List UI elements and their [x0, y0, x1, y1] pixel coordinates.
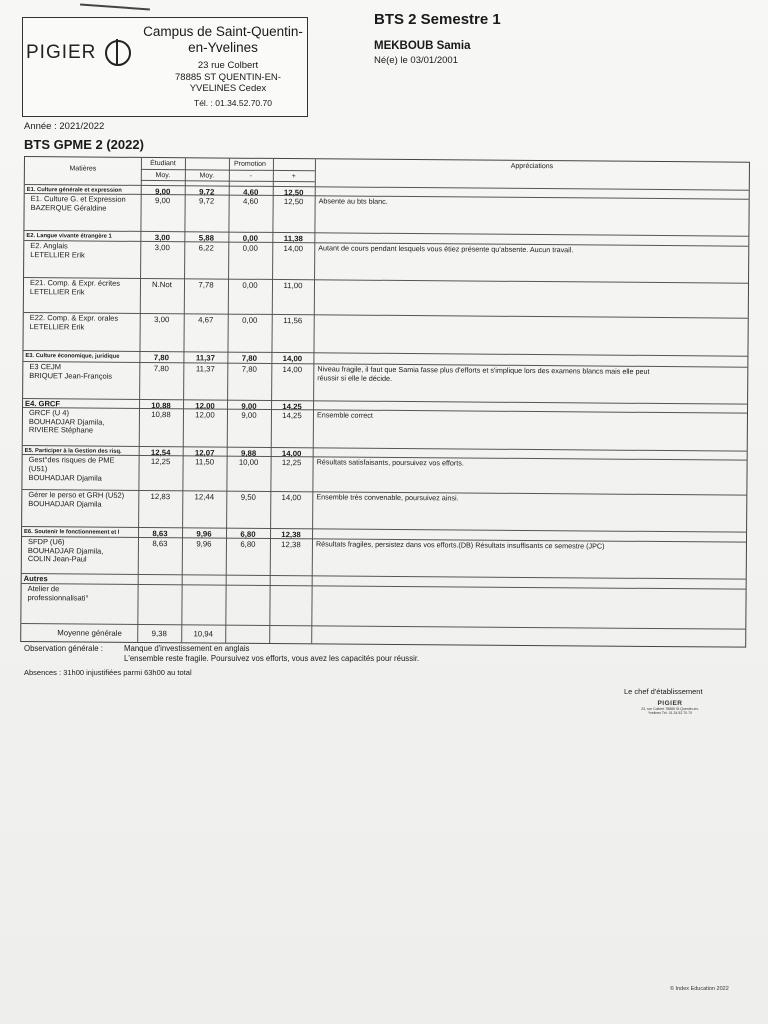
row-divider — [25, 184, 749, 191]
grade-etu: 12,83 — [150, 492, 171, 502]
school-address — [163, 60, 293, 95]
absences-summary: Absences : 31h00 injustifiées parmi 63h00 au total — [24, 668, 192, 677]
grade-max: 12,50 — [283, 188, 304, 198]
semester-title: BTS 2 Semestre 1 — [374, 11, 501, 28]
grade-min: 0,00 — [242, 280, 258, 290]
stamp-name: PIGIER — [657, 700, 683, 707]
grade-min: 6,80 — [240, 539, 256, 549]
header-promotion: Promotion — [233, 160, 266, 168]
teacher-name: BOUHADJAR Djamila, — [27, 546, 104, 556]
appreciation-text: Niveau fragile, il faut que Samia fasse plus d'efforts et s'implique lors des examens blancs mais elle peut — [317, 364, 650, 376]
subject-label: E3 CEJM — [29, 362, 62, 372]
grade-max: 14,00 — [283, 244, 304, 254]
appreciation-text: Résultats fragiles, persistez dans vos efforts.(DB) Résultats insuffisants ce semestre (JPC) — [315, 539, 605, 551]
grade-max: 14,00 — [281, 449, 302, 459]
grade-moy: 9,96 — [196, 529, 212, 539]
grade-min: 9,50 — [240, 492, 256, 502]
observation-line-2: L'ensemble reste fragile. Poursuivez vos efforts, vous avez les capacités pour réussir. — [124, 654, 420, 663]
subject-label: E21. Comp. & Expr. écrites — [29, 278, 121, 288]
grade-moy: 12,07 — [194, 448, 215, 458]
row-divider — [24, 312, 748, 319]
grade-min: 6,80 — [240, 529, 256, 539]
section-label: E5. Participer à la Gestion des risq. — [24, 448, 122, 455]
grade-max: 12,38 — [281, 530, 301, 540]
address-line-1: 23 rue Colbert — [197, 60, 259, 71]
grade-max: 12,38 — [281, 540, 301, 550]
grade-etu: 10,88 — [151, 410, 171, 420]
logo-icon — [105, 40, 131, 66]
paper-crease — [80, 4, 150, 11]
grade-moy: 9,96 — [196, 539, 212, 549]
header-min: - — [249, 172, 253, 180]
subject-label-cont: (U51) — [28, 464, 48, 474]
header-appreciations: Appréciations — [510, 162, 554, 171]
row-divider — [22, 573, 746, 580]
grade-moy: 12,44 — [194, 492, 215, 502]
grade-etu: 3,00 — [154, 243, 170, 253]
observation-label: Observation générale : — [24, 644, 103, 653]
school-stamp — [640, 700, 700, 715]
header-matieres: Matières — [69, 165, 97, 173]
appreciation-text: Autant de cours pendant lesquels vous étiez présente qu'absente. Aucun travail. — [318, 243, 574, 255]
section-label: E2. Langue vivante étrangère 1 — [26, 233, 112, 240]
header-max: + — [291, 173, 296, 181]
teacher-name: BOUHADJAR Djamila, — [28, 417, 105, 427]
class-title: BTS GPME 2 (2022) — [24, 137, 144, 152]
grade-etu: 7,80 — [153, 353, 170, 363]
school-phone: Tél. : 01.34.52.70.70 — [194, 98, 272, 108]
overall-average-student: 9,38 — [151, 629, 167, 639]
grade-min: 9,00 — [241, 401, 257, 411]
grade-moy: 11,37 — [195, 364, 215, 374]
grade-min: 0,00 — [242, 233, 258, 243]
teacher-name: LETELLIER Erik — [30, 250, 85, 260]
grade-moy: 7,78 — [198, 280, 214, 290]
teacher-name: BOUHADJAR Djamila — [28, 473, 102, 483]
school-year: Année : 2021/2022 — [24, 121, 105, 132]
grade-moy: 5,88 — [198, 233, 214, 243]
birth-date: Né(e) le 03/01/2001 — [374, 55, 458, 66]
grade-moy: 9,72 — [199, 187, 215, 197]
teacher-name: BRIQUET Jean-François — [29, 371, 113, 381]
grade-max: 14,25 — [282, 411, 302, 421]
grade-min: 4,60 — [243, 196, 259, 206]
row-divider — [22, 526, 746, 533]
student-name: MEKBOUB Samia — [374, 40, 471, 52]
grade-min: 10,00 — [238, 457, 259, 467]
grade-max: 14,00 — [282, 365, 303, 375]
grade-min: 7,80 — [241, 353, 258, 363]
header-moy-promotion: Moy. — [199, 172, 215, 180]
subject-label: E1. Culture G. et Expression — [30, 194, 126, 204]
grade-moy: 12,00 — [195, 401, 215, 411]
grade-etu: 8,63 — [152, 529, 168, 539]
grade-max: 11,00 — [283, 281, 303, 291]
grade-max: 11,56 — [283, 316, 303, 326]
grade-etu: 12,54 — [150, 448, 171, 458]
grade-moy: 11,37 — [195, 353, 216, 363]
appreciation-text: Ensemble très convenable, poursuivez ainsi. — [316, 492, 459, 503]
stamp-text: 23, rue Colbert 78885 St Quentin-en-Yvelines Tél. 01.34.52.70.70 — [641, 707, 699, 715]
subject-label: SFDP (U6) — [27, 537, 65, 547]
grade-min: 9,88 — [241, 448, 257, 458]
logo-text: PIGIER — [26, 42, 97, 64]
grade-moy: 11,50 — [195, 457, 215, 467]
appreciation-text: Résultats satisfaisants, poursuivez vos efforts. — [316, 457, 464, 468]
grade-moy: 9,72 — [199, 196, 215, 206]
grade-max: 14,25 — [282, 402, 302, 412]
teacher-name: BOUHADJAR Djamila — [28, 499, 102, 509]
pigier-logo — [26, 40, 131, 66]
grade-min: 4,60 — [243, 187, 259, 197]
teacher-name: BAZERQUE Géraldine — [30, 203, 107, 213]
section-label: Autres — [23, 574, 48, 584]
section-label: E1. Culture générale et expression — [26, 187, 122, 194]
copyright-footer: © Index Education 2022 — [670, 986, 729, 992]
section-label: E4. GRCF — [25, 399, 61, 409]
subject-label-cont: professionnalisati° — [27, 593, 89, 603]
row-divider — [23, 350, 747, 357]
grade-max: 12,25 — [281, 458, 302, 468]
grade-etu: 9,00 — [155, 187, 171, 197]
row-divider — [24, 230, 748, 237]
grades-table — [20, 156, 750, 648]
grade-min: 9,00 — [241, 410, 257, 420]
grade-min: 7,80 — [241, 364, 257, 374]
address-line-2: 78885 ST QUENTIN-EN-YVELINES Cedex — [175, 71, 281, 94]
row-divider — [23, 407, 747, 414]
subject-label: GRCF (U 4) — [28, 408, 70, 418]
campus-name: Campus de Saint-Quentin-en-Yvelines — [143, 24, 303, 55]
header-etudiant: Étudiant — [150, 159, 176, 168]
row-divider — [24, 277, 748, 284]
grade-etu: 10,88 — [151, 401, 171, 411]
teacher-name: LETELLIER Erik — [29, 322, 85, 332]
grade-etu: N.Not — [151, 280, 172, 290]
grade-max: 14,00 — [282, 354, 303, 364]
grade-max: 14,00 — [281, 493, 302, 503]
grade-etu: 3,00 — [154, 233, 170, 243]
row-divider — [23, 398, 747, 405]
overall-average-class: 10,94 — [193, 629, 214, 639]
grade-etu: 9,00 — [155, 196, 171, 206]
header-moy-etudiant: Moy. — [155, 172, 171, 180]
appreciation-text-cont: réussir si elle le décide. — [317, 373, 393, 383]
subject-label: Gérer le perso et GRH (U52) — [28, 490, 125, 500]
subject-label: Gest°des risques de PME — [28, 455, 115, 465]
subject-label: E2. Anglais — [30, 241, 68, 251]
grade-etu: 7,80 — [153, 364, 169, 374]
principal-label: Le chef d'établissement — [624, 687, 703, 696]
grade-etu: 3,00 — [154, 315, 170, 325]
teacher-name: LETELLIER Erik — [29, 287, 85, 297]
subject-label: Atelier de — [27, 584, 60, 594]
grade-min: 0,00 — [242, 243, 258, 253]
subject-label: E22. Comp. & Expr. orales — [29, 313, 119, 323]
general-observation — [24, 644, 419, 664]
school-info-box — [22, 17, 308, 117]
grade-min: 0,00 — [242, 315, 258, 325]
grade-etu: 12,25 — [150, 457, 171, 467]
row-divider — [21, 623, 745, 630]
grade-max: 11,38 — [283, 234, 303, 244]
teacher-name: RIVIERE Stéphane — [28, 425, 94, 435]
appreciation-text: Ensemble correct — [316, 410, 373, 420]
observation-line-1: Manque d'investissement en anglais — [124, 644, 250, 653]
section-label: E3. Culture économique, juridique — [25, 353, 120, 360]
section-label: E6. Soutenir le fonctionnement et l — [24, 529, 120, 536]
grade-max: 12,50 — [283, 197, 304, 207]
grade-moy: 4,67 — [198, 315, 214, 325]
grade-moy: 6,22 — [198, 243, 214, 253]
row-divider — [23, 445, 747, 452]
grade-moy: 12,00 — [195, 410, 215, 420]
grade-etu: 8,63 — [152, 539, 168, 549]
row-divider — [22, 583, 746, 590]
overall-average-label: Moyenne générale — [57, 628, 122, 638]
appreciation-text: Absente au bts blanc. — [318, 196, 388, 206]
teacher-name: COLIN Jean-Paul — [27, 554, 87, 564]
